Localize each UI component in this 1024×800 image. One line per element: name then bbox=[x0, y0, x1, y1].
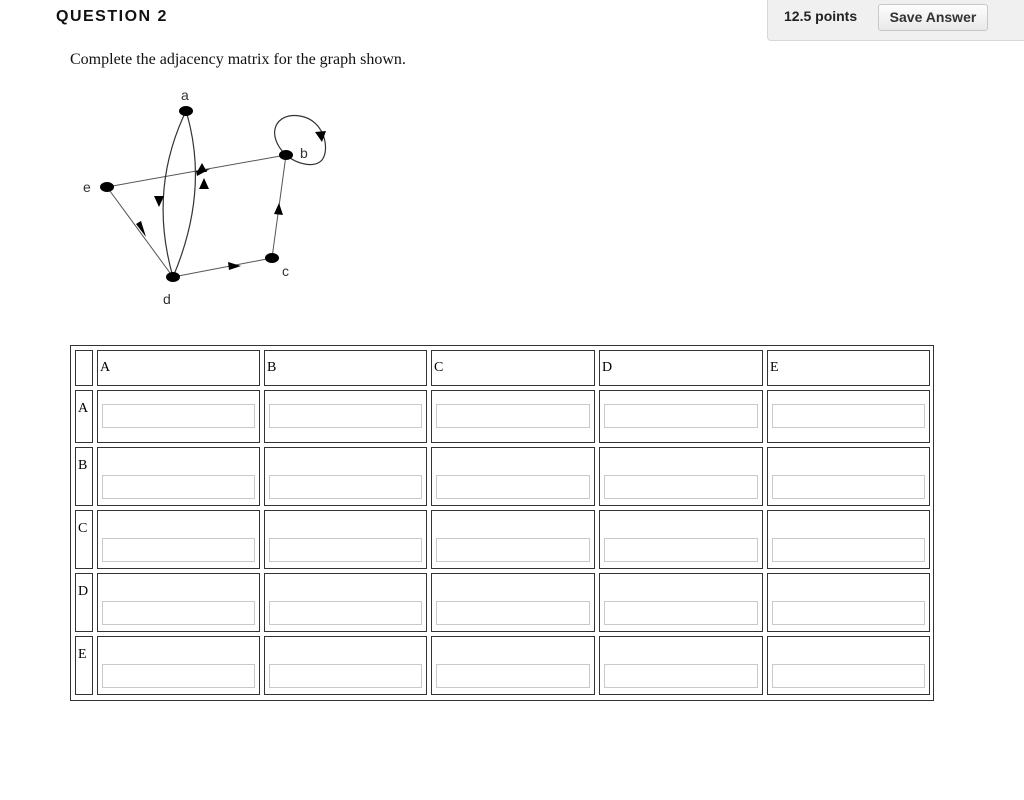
edge-d-a bbox=[173, 111, 195, 277]
matrix-input-c-e[interactable] bbox=[772, 538, 925, 562]
matrix-input-c-c[interactable] bbox=[436, 538, 590, 562]
question-header bbox=[0, 0, 1024, 40]
matrix-col-header-c bbox=[431, 350, 595, 386]
matrix-cell bbox=[431, 390, 595, 443]
matrix-cell bbox=[97, 573, 260, 632]
matrix-input-a-a[interactable] bbox=[102, 404, 255, 428]
matrix-input-d-e[interactable] bbox=[772, 601, 925, 625]
row-label: B bbox=[78, 458, 88, 473]
matrix-cell bbox=[767, 636, 930, 695]
col-label: D bbox=[602, 360, 613, 375]
matrix-cell bbox=[431, 573, 595, 632]
question-title: QUESTION 2 bbox=[56, 8, 168, 25]
matrix-input-a-b[interactable] bbox=[269, 404, 422, 428]
matrix-col-header-a bbox=[97, 350, 260, 386]
matrix-cell bbox=[599, 510, 763, 569]
matrix-cell bbox=[599, 573, 763, 632]
matrix-col-header-e bbox=[767, 350, 930, 386]
arrow-d-a-2 bbox=[197, 163, 207, 172]
arrow-d-c bbox=[228, 262, 241, 270]
matrix-cell bbox=[431, 447, 595, 506]
edge-d-c bbox=[173, 258, 272, 277]
matrix-cell bbox=[767, 510, 930, 569]
directed-graph bbox=[60, 80, 360, 320]
matrix-row-header-e bbox=[75, 636, 93, 695]
node-label-d: d bbox=[163, 291, 171, 307]
matrix-col-header-d bbox=[599, 350, 763, 386]
row-label: A bbox=[78, 401, 89, 416]
node-d bbox=[166, 272, 180, 282]
matrix-row-header-d bbox=[75, 573, 93, 632]
col-label: C bbox=[434, 360, 444, 375]
matrix-col-header-b bbox=[264, 350, 427, 386]
matrix-input-d-c[interactable] bbox=[436, 601, 590, 625]
node-label-c: c bbox=[282, 263, 289, 279]
matrix-input-b-c[interactable] bbox=[436, 475, 590, 499]
matrix-input-b-d[interactable] bbox=[604, 475, 758, 499]
node-label-a: a bbox=[181, 87, 189, 103]
matrix-cell bbox=[264, 573, 427, 632]
matrix-input-b-b[interactable] bbox=[269, 475, 422, 499]
matrix-cell bbox=[97, 447, 260, 506]
node-e bbox=[100, 182, 114, 192]
matrix-input-b-e[interactable] bbox=[772, 475, 925, 499]
matrix-cell bbox=[264, 390, 427, 443]
matrix-input-c-d[interactable] bbox=[604, 538, 758, 562]
node-a bbox=[179, 106, 193, 116]
matrix-cell bbox=[599, 390, 763, 443]
matrix-cell bbox=[767, 390, 930, 443]
matrix-input-a-e[interactable] bbox=[772, 404, 925, 428]
matrix-row-header-a bbox=[75, 390, 93, 443]
matrix-input-a-c[interactable] bbox=[436, 404, 590, 428]
matrix-input-d-a[interactable] bbox=[102, 601, 255, 625]
save-answer-button[interactable]: Save Answer bbox=[878, 4, 988, 31]
matrix-input-b-a[interactable] bbox=[102, 475, 255, 499]
matrix-cell bbox=[97, 636, 260, 695]
points-panel bbox=[767, 0, 1024, 41]
matrix-cell bbox=[264, 636, 427, 695]
arrow-d-a bbox=[199, 178, 209, 189]
matrix-input-a-d[interactable] bbox=[604, 404, 758, 428]
matrix-input-e-a[interactable] bbox=[102, 664, 255, 688]
matrix-cell bbox=[599, 447, 763, 506]
matrix-cell bbox=[431, 510, 595, 569]
matrix-input-d-b[interactable] bbox=[269, 601, 422, 625]
col-label: B bbox=[267, 360, 277, 375]
arrow-a-d bbox=[154, 196, 164, 207]
matrix-cell bbox=[599, 636, 763, 695]
node-label-e: e bbox=[83, 179, 91, 195]
adjacency-matrix bbox=[70, 345, 934, 701]
matrix-input-e-b[interactable] bbox=[269, 664, 422, 688]
matrix-input-e-c[interactable] bbox=[436, 664, 590, 688]
node-label-b: b bbox=[300, 145, 308, 161]
row-label: E bbox=[78, 647, 87, 662]
matrix-row-header-c bbox=[75, 510, 93, 569]
node-c bbox=[265, 253, 279, 263]
matrix-input-e-d[interactable] bbox=[604, 664, 758, 688]
col-label: A bbox=[100, 360, 111, 375]
matrix-input-c-a[interactable] bbox=[102, 538, 255, 562]
matrix-cell bbox=[431, 636, 595, 695]
matrix-corner-cell bbox=[75, 350, 93, 386]
matrix-cell bbox=[97, 390, 260, 443]
matrix-cell bbox=[97, 510, 260, 569]
col-label: E bbox=[770, 360, 779, 375]
matrix-input-c-b[interactable] bbox=[269, 538, 422, 562]
matrix-input-e-e[interactable] bbox=[772, 664, 925, 688]
question-prompt: Complete the adjacency matrix for the graph shown. bbox=[70, 51, 406, 68]
row-label: C bbox=[78, 521, 88, 536]
row-label: D bbox=[78, 584, 89, 599]
matrix-cell bbox=[264, 447, 427, 506]
matrix-cell bbox=[264, 510, 427, 569]
node-b bbox=[279, 150, 293, 160]
matrix-cell bbox=[767, 573, 930, 632]
arrow-c-b bbox=[274, 203, 283, 215]
points-value: 12.5 points bbox=[784, 8, 858, 24]
matrix-cell bbox=[767, 447, 930, 506]
matrix-input-d-d[interactable] bbox=[604, 601, 758, 625]
matrix-row-header-b bbox=[75, 447, 93, 506]
